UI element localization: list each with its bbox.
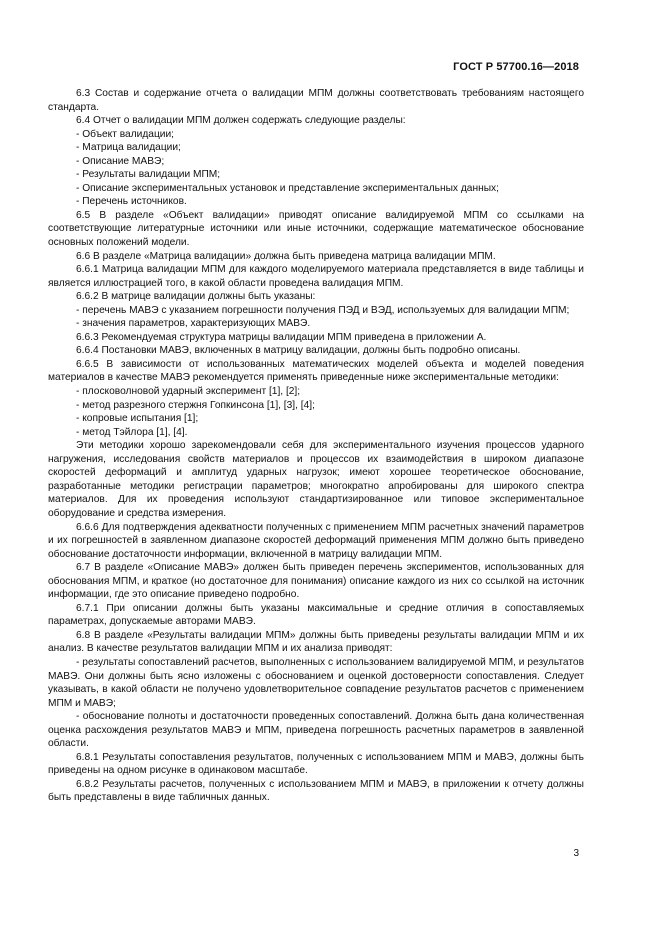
list-item: - метод разрезного стержня Гопкинсона [1], [3], [4]; (76, 399, 315, 411)
paragraph: 6.6.5 В зависимости от использованных математических моделей объекта и моделей поведения материалов в качестве МАВЭ рекомендуется применять приведенные ниже экспериментальные методики: (48, 358, 584, 384)
list-item: - плосковолновой ударный эксперимент [1], [2]; (76, 386, 301, 398)
paragraph: 6.7.1 При описании должны быть указаны максимальные и средние отличия в сопоставляемых параметрах, допускаемые авторами МАВЭ. (48, 602, 584, 628)
document-id-header: ГОСТ Р 57700.16—2018 (453, 61, 579, 73)
page-number: 3 (573, 848, 579, 859)
document-body (48, 87, 584, 805)
paragraph: Эти методики хорошо зарекомендовали себя для экспериментального изучения процессов ударного нагружения, исследования свойств материалов и процессов их взаимодействия в широком диапазоне скоростей деформаций и амплитуд ударных нагрузок; имеют хорошее теоретическое обоснование, разработанные методики регистрации параметров; многократно апробированы для широкого спектра материалов. Для их проведения используют стандартизированное или типовое экспериментальное оборудование и средства измерения. (48, 440, 584, 519)
paragraph: 6.3 Состав и содержание отчета о валидации МПМ должны соответствовать требованиям настоящего стандарта. (48, 88, 584, 113)
paragraph: 6.5 В разделе «Объект валидации» приводят описание валидируемой МПМ со ссылками на соответствующие литературные источники или иные источники, содержащие математическое обоснование основных положений модели. (48, 209, 584, 249)
list-item: - перечень МАВЭ с указанием погрешности получения ПЭД и ВЭД, используемых для валидации МПМ; (76, 304, 570, 316)
paragraph: 6.6.4 Постановки МАВЭ, включенных в матрицу валидации, должны быть подробно описаны. (76, 345, 521, 357)
list-item: - значения параметров, характеризующих МАВЭ. (76, 318, 311, 330)
paragraph: 6.6.1 Матрица валидации МПМ для каждого моделируемого материала представляется в виде таблицы и является иллюстрацией того, в какой области проведена валидация МПМ. (48, 264, 584, 289)
paragraph: 6.8 В разделе «Результаты валидации МПМ» должны быть приведены результаты валидации МПМ и их анализ. В качестве результатов валидации МПМ и их анализа приводят: (48, 629, 584, 655)
paragraph: 6.6 В разделе «Матрица валидации» должна быть приведена матрица валидации МПМ. (76, 250, 496, 262)
list-item: - Описание МАВЭ; (76, 155, 165, 167)
paragraph: 6.4 Отчет о валидации МПМ должен содержать следующие разделы: (76, 115, 406, 127)
list-item: - метод Тэйлора [1], [4]. (76, 426, 188, 438)
paragraph: 6.8.1 Результаты сопоставления результатов, полученных с использованием МПМ и МАВЭ, должны быть приведены на одном рисунке в одинаковом масштабе. (48, 751, 584, 777)
list-item: - результаты сопоставлений расчетов, выполненных с использованием валидируемой МПМ, и результатов МАВЭ. Они должны быть ясно изложены с обоснованием и оценкой достоверности сопоставления. Следует указывать, в какой области не получено удовлетворительное совпадение результатов расчетов с применением МПМ и МАВЭ; (48, 656, 584, 709)
paragraph: 6.6.2 В матрице валидации должны быть указаны: (76, 291, 316, 303)
list-item: - Матрица валидации; (76, 142, 181, 154)
list-item: - Описание экспериментальных установок и представление экспериментальных данных; (76, 182, 499, 194)
paragraph: 6.8.2 Результаты расчетов, полученных с использованием МПМ и МАВЭ, в приложении к отчету должны быть представлены в виде табличных данных. (48, 778, 584, 804)
paragraph: 6.7 В разделе «Описание МАВЭ» должен быть приведен перечень экспериментов, использованных для обоснования МПМ, и краткое (но достаточное для понимания) описание каждого из них со ссылкой на источник информации, где это описание приведено подробно. (48, 562, 584, 601)
list-item: - копровые испытания [1]; (76, 413, 199, 425)
paragraph: 6.6.3 Рекомендуемая структура матрицы валидации МПМ приведена в приложении А. (76, 331, 487, 343)
list-item: - обоснование полноты и достаточности проведенных сопоставлений. Должна быть дана количественная оценка расхождения результатов МАВЭ и МПМ, приведена погрешность расчетных параметров в заявленной области. (48, 711, 584, 750)
paragraph: 6.6.6 Для подтверждения адекватности полученных с применением МПМ расчетных значений параметров и их погрешностей в заявленном диапазоне скоростей деформаций применения МПМ должно быть приведено обоснование достаточности информации, включенной в матрицу валидации МПМ. (48, 521, 584, 560)
list-item: - Объект валидации; (76, 128, 174, 140)
list-item: - Перечень источников. (76, 196, 187, 208)
list-item: - Результаты валидации МПМ; (76, 169, 221, 181)
